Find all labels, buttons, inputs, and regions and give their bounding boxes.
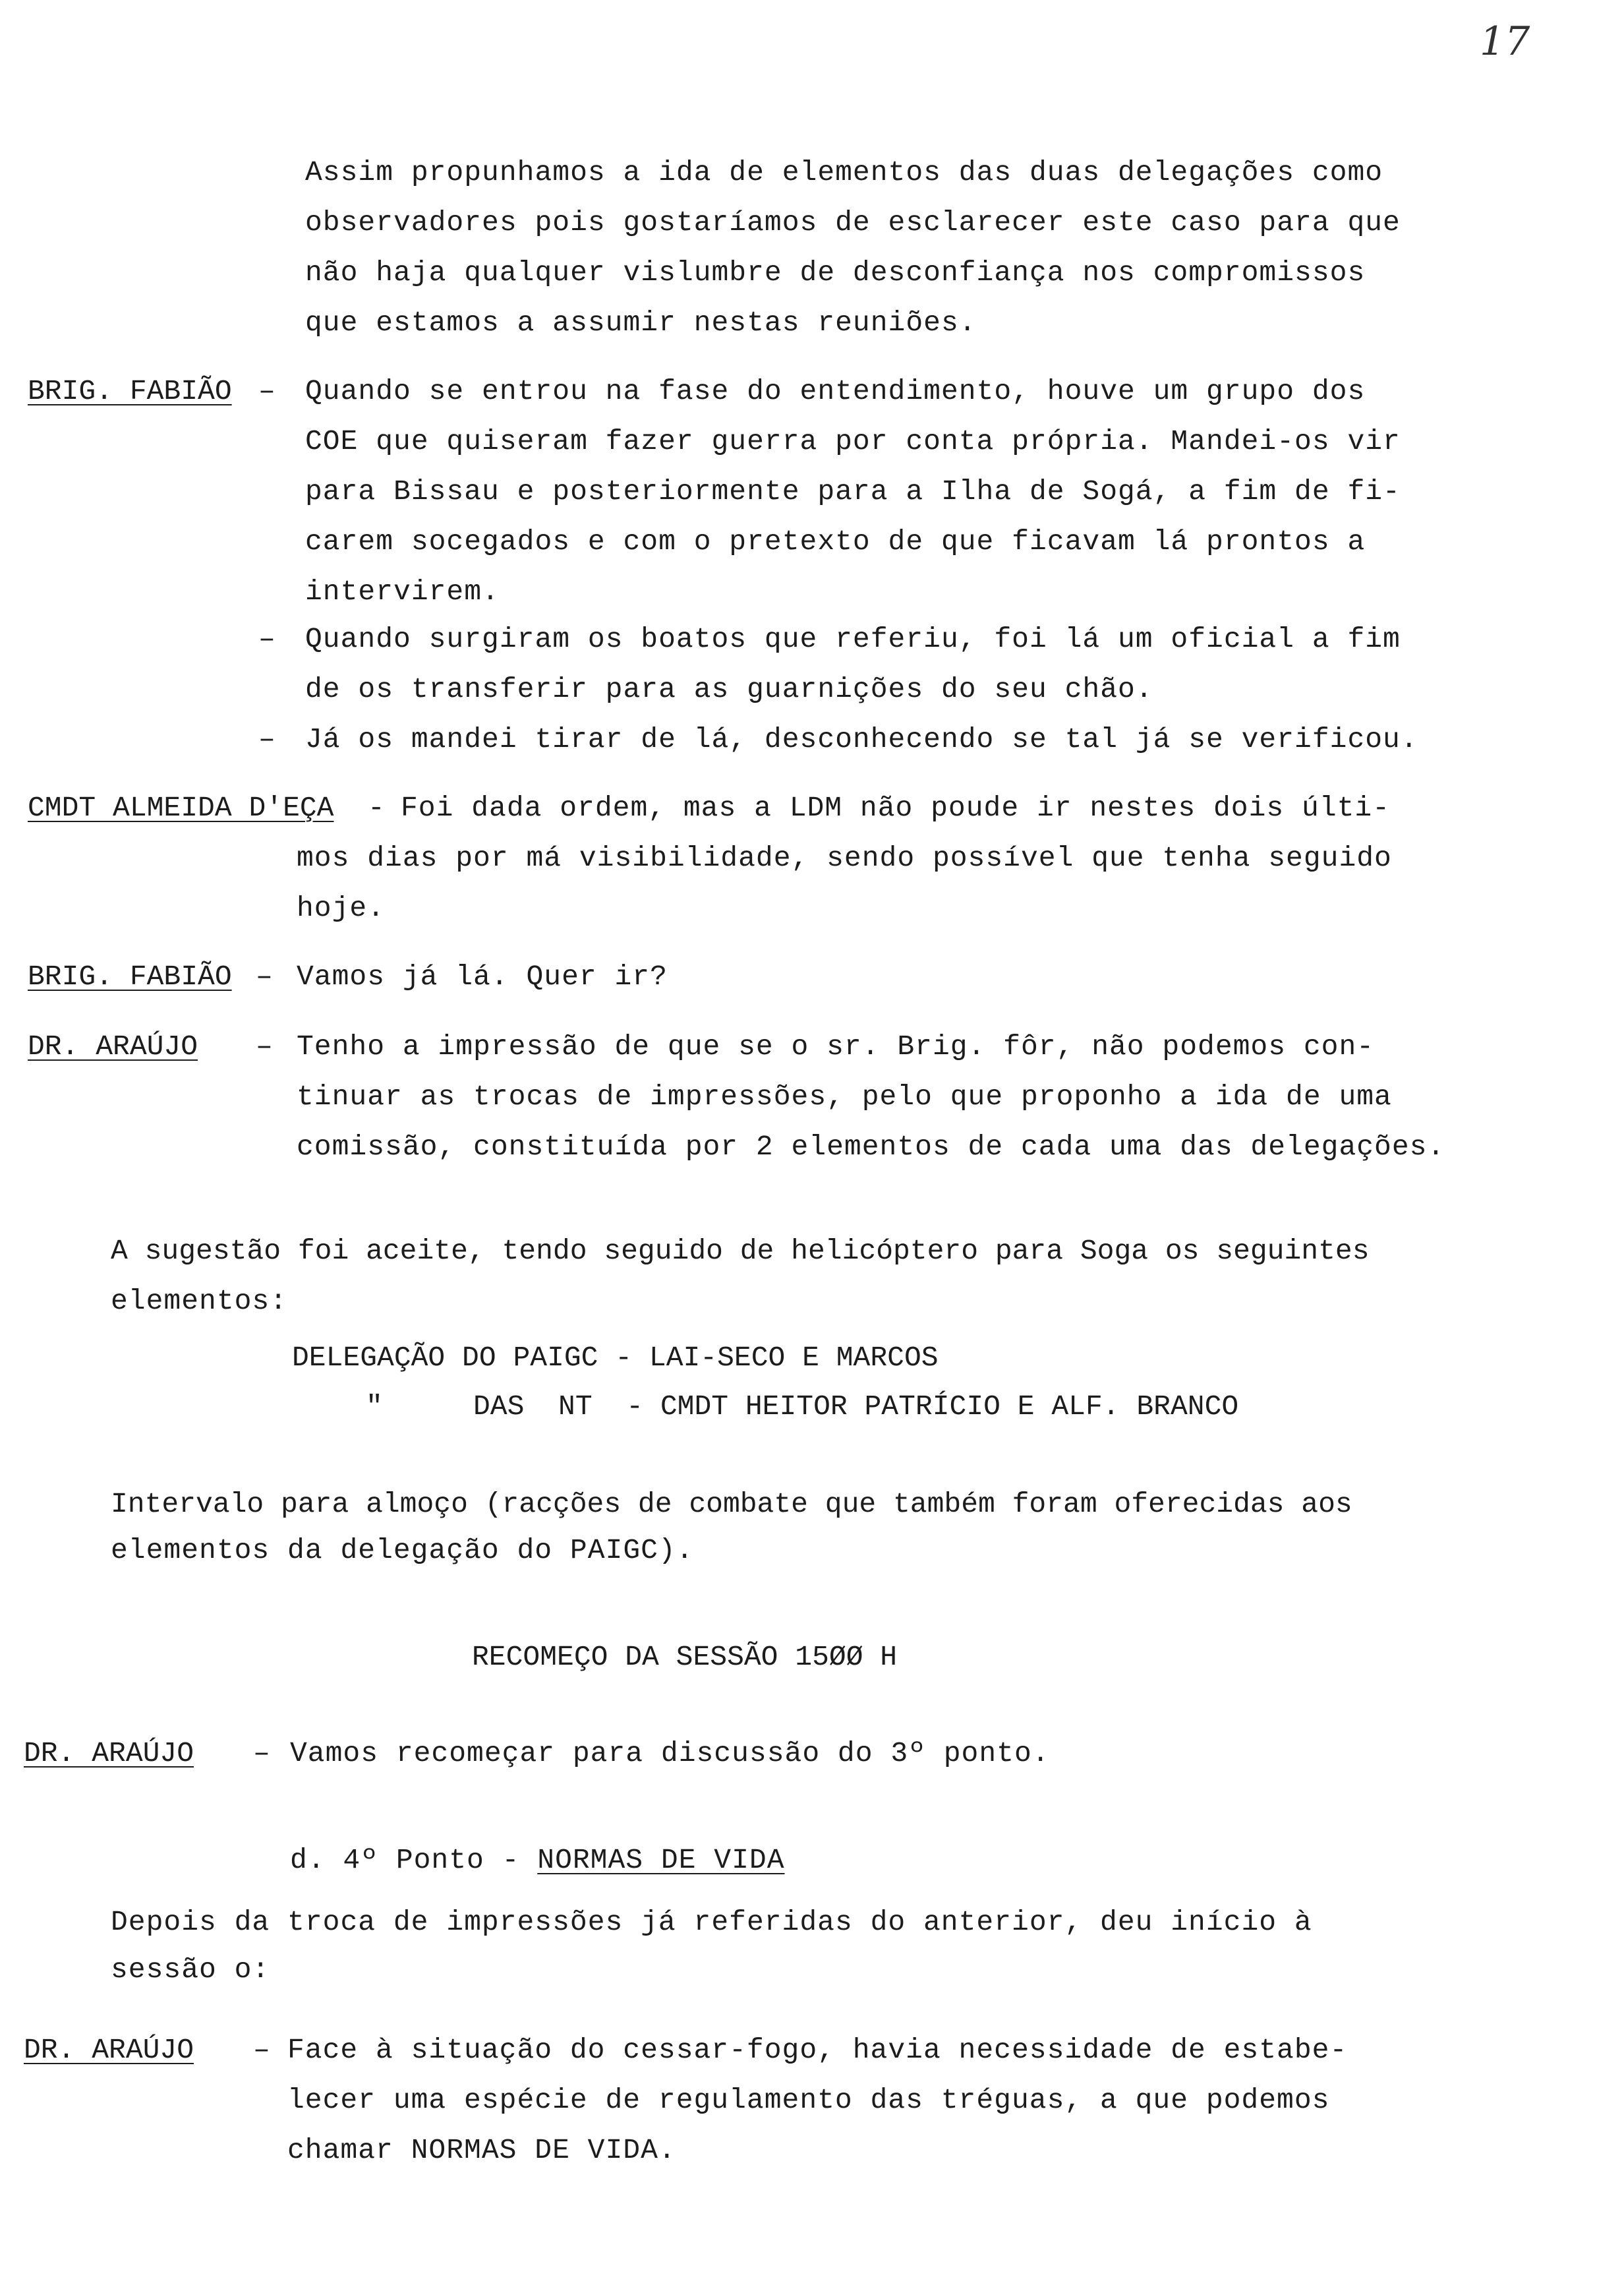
text-line: que estamos a assumir nestas reuniões. [305,307,977,339]
text-line: sessão o: [111,1953,270,1986]
text-line: DAS NT - CMDT HEITOR PATRÍCIO E ALF. BRANCO [473,1390,1239,1423]
text-line: DELEGAÇÃO DO PAIGC - LAI-SECO E MARCOS [292,1342,939,1374]
text-line: COE que quiseram fazer guerra por conta própria. Mandei-os vir [305,425,1401,458]
speaker-label: DR. ARAÚJO [24,2034,194,2066]
text-line: Tenho a impressão de que se o sr. Brig. fôr, não podemos con- [297,1030,1375,1063]
text-line: Quando surgiram os boatos que referiu, foi lá um oficial a fim [305,623,1401,655]
speaker-label: BRIG. FABIÃO [28,375,232,407]
page-number: 17 [1480,18,1530,65]
speaker-label: DR. ARAÚJO [28,1030,198,1063]
section-prefix: d. 4º Ponto - [290,1844,538,1876]
text-line: Quando se entrou na fase do entendimento, houve um grupo dos [305,375,1366,407]
text-line: Intervalo para almoço (racções de combate que também foram oferecidas aos [111,1488,1352,1520]
text-line: intervirem. [305,576,500,608]
speaker-label: CMDT ALMEIDA D'EÇA [28,792,334,824]
section-title: NORMAS DE VIDA [537,1844,785,1876]
text-line: não haja qualquer vislumbre de desconfiança nos compromissos [305,256,1366,289]
section-heading [290,1842,785,1879]
session-heading: RECOMEÇO DA SESSÃO 15ØØ H [472,1641,898,1673]
dash: – [256,961,273,993]
text-line: Face à situação do cessar-fogo, havia necessidade de estabe- [287,2034,1348,2066]
speaker-label: DR. ARAÚJO [24,1737,194,1769]
text-line: Assim propunhamos a ida de elementos das duas delegações como [305,156,1383,189]
ditto-mark: " [366,1390,384,1423]
dash: - [368,792,385,824]
dash: – [256,1030,273,1063]
text-line: comissão, constituída por 2 elementos de cada uma das delegações. [297,1131,1445,1163]
dash: – [253,1737,270,1769]
text-line: tinuar as trocas de impressões, pelo que proponho a ida de uma [297,1081,1392,1113]
text-line: hoje. [297,892,386,924]
text-line: elementos: [111,1285,288,1317]
text-line: para Bissau e posteriormente para a Ilha de Sogá, a fim de fi- [305,475,1401,508]
dash: – [258,623,276,655]
text-line: de os transferir para as guarnições do seu chão. [305,673,1153,705]
text-line: carem socegados e com o pretexto de que ficavam lá prontos a [305,525,1366,558]
text-line: chamar NORMAS DE VIDA. [287,2134,676,2166]
text-line: elementos da delegação do PAIGC). [111,1534,694,1566]
text-line: mos dias por má visibilidade, sendo possível que tenha seguido [297,842,1392,874]
text-line: Depois da troca de impressões já referidas do anterior, deu início à [111,1906,1312,1938]
dash: – [253,2034,270,2066]
dash: – [258,723,276,756]
text-line: Foi dada ordem, mas a LDM não poude ir nestes dois últi- [401,792,1391,824]
text-line: observadores pois gostaríamos de esclarecer este caso para que [305,206,1401,239]
text-line: Vamos já lá. Quer ir? [297,961,668,993]
text-line: Vamos recomeçar para discussão do 3º ponto. [290,1737,1050,1769]
text-line: lecer uma espécie de regulamento das tréguas, a que podemos [287,2084,1330,2116]
text-line: Já os mandei tirar de lá, desconhecendo se tal já se verificou. [305,723,1418,756]
text-line: A sugestão foi aceite, tendo seguido de helicóptero para Soga os seguintes [111,1235,1370,1267]
speaker-label: BRIG. FABIÃO [28,961,232,993]
dash: – [258,375,276,407]
